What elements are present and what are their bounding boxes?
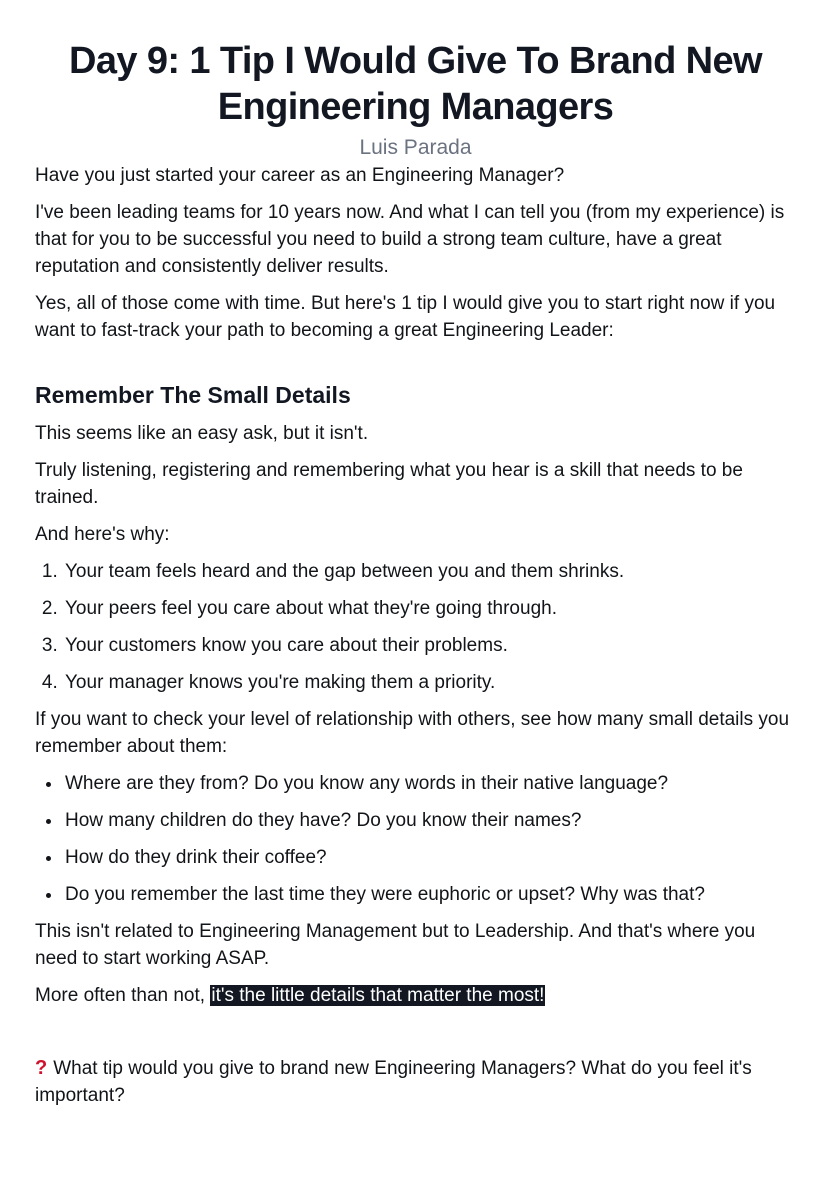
intro-paragraph-2: I've been leading teams for 10 years now. And what I can tell you (from my experience) is that for you to be successful you need to build a strong team culture, have a great reputation and consistently deliver results.	[35, 202, 785, 277]
list-item: • How many children do they have? Do you know their names?	[63, 807, 796, 834]
list-item: • Where are they from? Do you know any words in their native language?	[63, 770, 796, 797]
list-item: • How do they drink their coffee?	[63, 844, 796, 871]
details-list	[35, 770, 796, 908]
author-name: Luis Parada	[359, 136, 472, 159]
list-item: • Do you remember the last time they were euphoric or upset? Why was that?	[63, 881, 796, 908]
section-paragraph-2: Truly listening, registering and remembering what you hear is a skill that needs to be trained.	[35, 460, 743, 508]
section-paragraph-6	[35, 982, 796, 1009]
closing-question	[35, 1055, 796, 1109]
reasons-list	[35, 558, 796, 696]
section-paragraph-5: This isn't related to Engineering Management but to Leadership. And that's where you need to start working ASAP.	[35, 921, 756, 969]
page-title: Day 9: 1 Tip I Would Give To Brand New Engineering Managers	[69, 40, 762, 128]
closing-question-text: What tip would you give to brand new Engineering Managers? What do you feel it's important?	[35, 1058, 752, 1106]
intro-paragraph-1: Have you just started your career as an Engineering Manager?	[35, 165, 565, 186]
intro-paragraph-3: Yes, all of those come with time. But here's 1 tip I would give you to start right now if you want to fast-track your path to becoming a great Engineering Leader:	[35, 293, 776, 341]
section-paragraph-1: This seems like an easy ask, but it isn't.	[35, 423, 369, 444]
list-item: 2. Your peers feel you care about what they're going through.	[63, 595, 796, 622]
article-body	[35, 162, 796, 1109]
highlighted-text: it's the little details that matter the most!	[211, 985, 545, 1006]
paragraph-text: More often than not,	[35, 985, 211, 1006]
red-question-mark-icon: ?	[35, 1057, 48, 1079]
list-item: 1. Your team feels heard and the gap between you and them shrinks.	[63, 558, 796, 585]
section-paragraph-4: If you want to check your level of relationship with others, see how many small details you remember about them:	[35, 709, 790, 757]
list-item: 4. Your manager knows you're making them a priority.	[63, 669, 796, 696]
section-paragraph-3: And here's why:	[35, 524, 170, 545]
section-heading: Remember The Small Details	[35, 382, 351, 408]
list-item: 3. Your customers know you care about their problems.	[63, 632, 796, 659]
